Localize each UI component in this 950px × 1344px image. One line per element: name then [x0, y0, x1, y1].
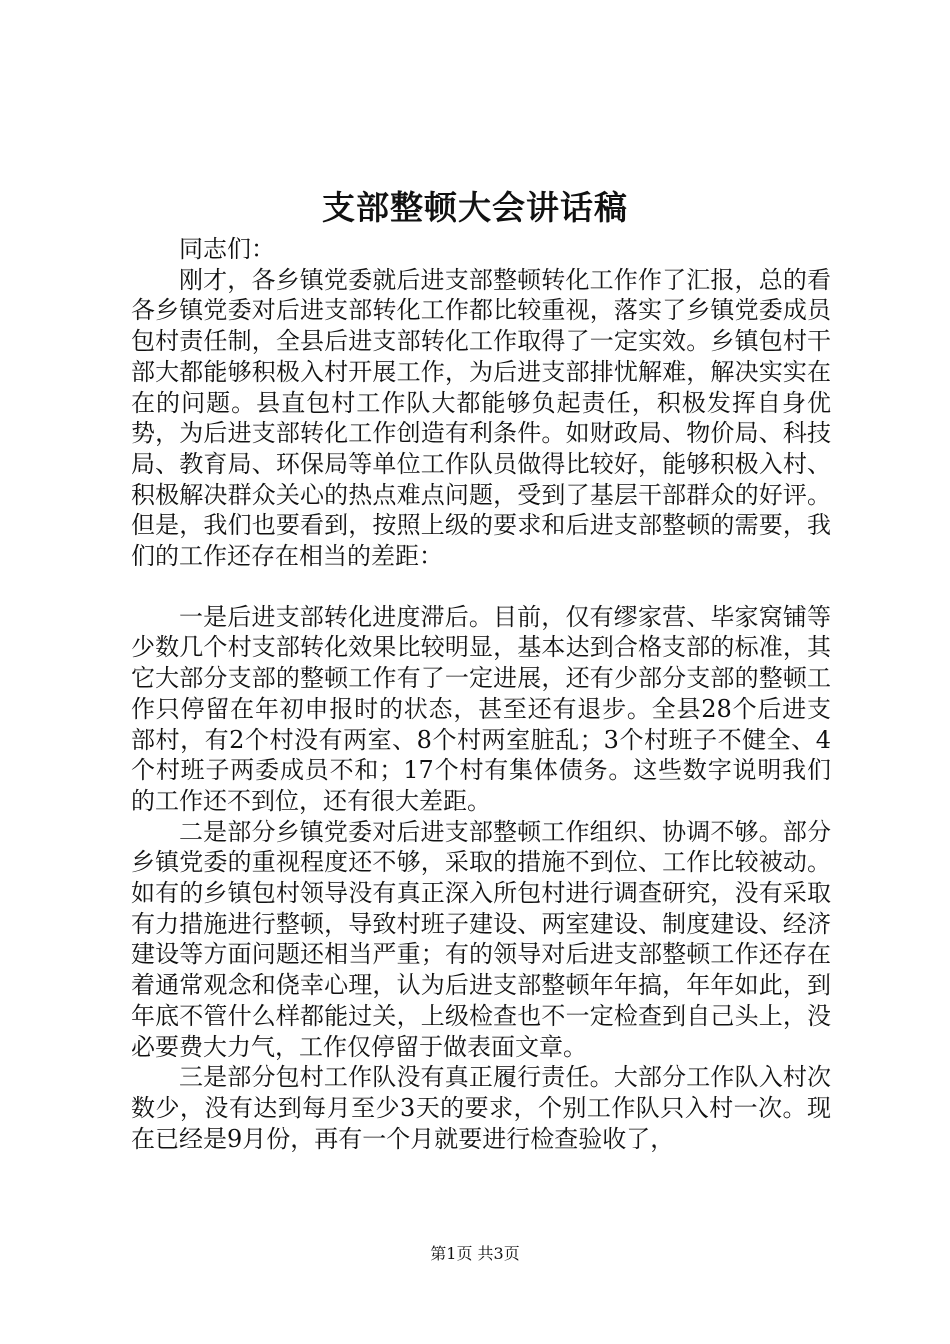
- paragraph-point-3: 三是部分包村工作队没有真正履行责任。大部分工作队入村次数少，没有达到每月至少3天的要求，个别工作队只入村一次。现在已经是9月份，再有一个月就要进行检查验收了，: [131, 1063, 831, 1153]
- paragraph-intro: 刚才，各乡镇党委就后进支部整顿转化工作作了汇报，总的看各乡镇党委对后进支部转化工作都比较重视，落实了乡镇党委成员包村责任制，全县后进支部转化工作取得了一定实效。乡镇包村干部大都能够积极入村开展工作，为后进支部排忧解难，解决实实在在的问题。县直包村工作队大都能够负起责任，积极发挥自身优势，为后进支部转化工作创造有利条件。如财政局、物价局、科技局、教育局、环保局等单位工作队员做得比较好，能够积极入村、积极解决群众关心的热点难点问题，受到了基层干部群众的好评。但是，我们也要看到，按照上级的要求和后进支部整顿的需要，我们的工作还存在相当的差距：: [131, 265, 831, 571]
- document-body: [131, 234, 831, 1154]
- document-title: 支部整顿大会讲话稿: [322, 188, 628, 227]
- greeting: 同志们：: [179, 235, 275, 263]
- page-number-footer: 第1页 共3页: [430, 1244, 520, 1263]
- paragraph-point-1: 一是后进支部转化进度滞后。目前，仅有缪家营、毕家窝铺等少数几个村支部转化效果比较明显，基本达到合格支部的标准，其它大部分支部的整顿工作有了一定进展，还有少部分支部的整顿工作只停留在年初申报时的状态，甚至还有退步。全县28个后进支部村，有2个村没有两室、8个村两室脏乱；3个村班子不健全、4个村班子两委成员不和；17个村有集体债务。这些数字说明我们的工作还不到位，还有很大差距。: [131, 602, 831, 815]
- paragraph-point-2: 二是部分乡镇党委对后进支部整顿工作组织、协调不够。部分乡镇党委的重视程度还不够，采取的措施不到位、工作比较被动。如有的乡镇包村领导没有真正深入所包村进行调查研究，没有采取有力措施进行整顿，导致村班子建设、两室建设、制度建设、经济建设等方面问题还相当严重；有的领导对后进支部整顿工作还存在着通常观念和侥幸心理，认为后进支部整顿年年搞，年年如此，到年底不管什么样都能过关，上级检查也不一定检查到自己头上，没必要费大力气，工作仅停留于做表面文章。: [131, 817, 831, 1061]
